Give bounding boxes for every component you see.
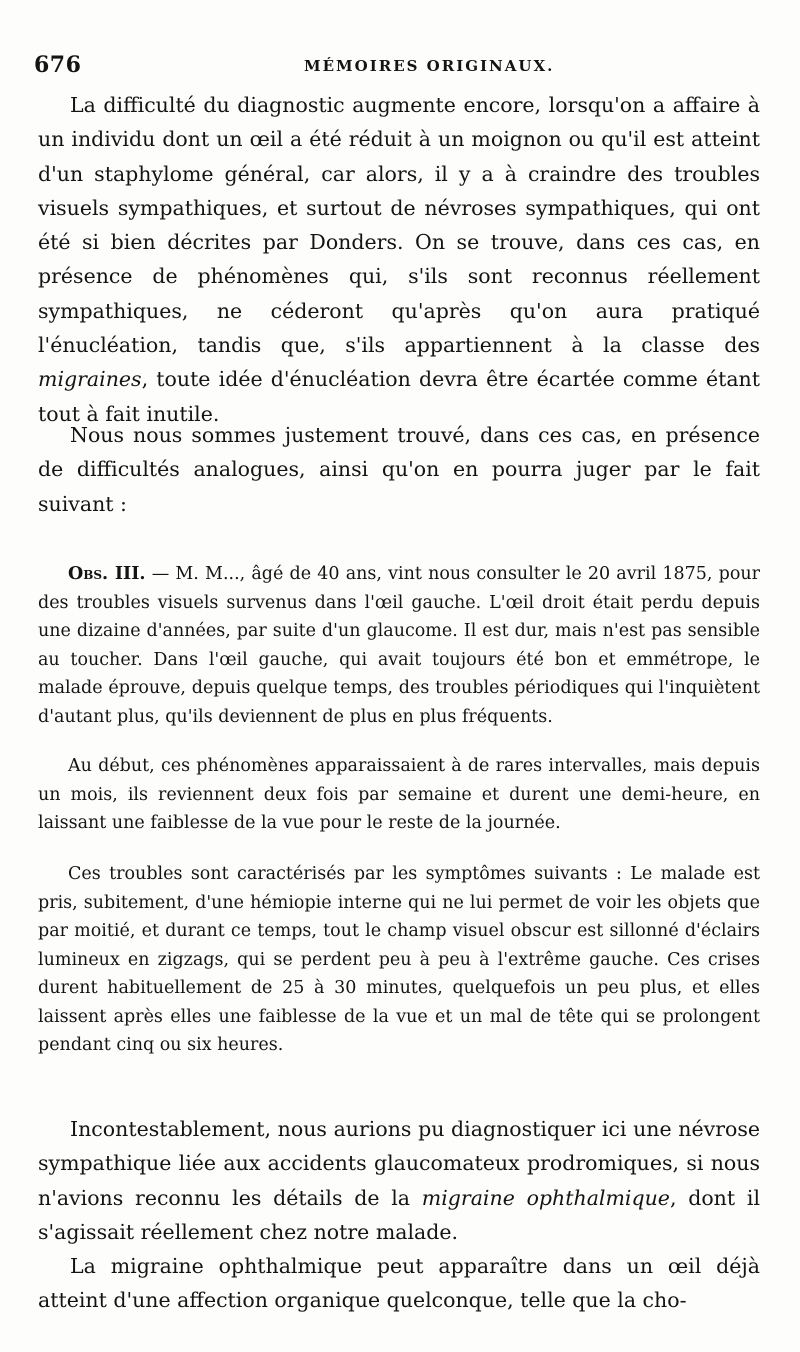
running-head: MÉMOIRES ORIGINAUX. bbox=[304, 57, 555, 75]
emphasis-migraines: migraines bbox=[38, 367, 142, 392]
body-block-1 bbox=[38, 88, 760, 431]
paragraph-conclusion-end: , dont il s'agissait réellement chez notre malade. bbox=[38, 1185, 760, 1244]
emphasis-migraine-ophthalmique: migraine ophthalmique bbox=[421, 1185, 670, 1210]
observation-p1-text: — M. M..., âgé de 40 ans, vint nous consulter le 20 avril 1875, pour des troubles visuels survenus dans l'œil gauche. L'œil droit était perdu depuis une dizaine d'années, par suite d'un glaucome. Il est dur, mais n'est pas sensible au toucher. Dans l'œil gauche, qui avait toujours été bon et emmétrope, le malade éprouve, depuis quelque temps, des troubles périodiques qui l'inquiètent d'autant plus, qu'ils deviennent de plus en plus fréquents. bbox=[38, 564, 761, 727]
paragraph-analogous: Nous nous sommes justement trouvé, dans ces cas, en présence de difficultés analogues, ainsi qu'on en pourra juger par le fait suivant : bbox=[38, 423, 760, 516]
paragraph-difficulty-end: , toute idée d'énucléation devra être écartée comme étant tout à fait inutile. bbox=[38, 367, 760, 426]
paragraph-conclusion-text: Incontestablement, nous aurions pu diagnostiquer ici une névrose sympathique liée aux accidents glaucomateux prodromiques, si nous n'avions reconnu les détails de la bbox=[38, 1117, 760, 1210]
body-block-4 bbox=[38, 1112, 760, 1318]
body-block-2 bbox=[38, 418, 760, 521]
paragraph-conclusion bbox=[38, 1112, 760, 1249]
paragraph-final: La migraine ophthalmique peut apparaître dans un œil déjà atteint d'une affection organique quelconque, telle que la cho- bbox=[38, 1254, 760, 1313]
page-number: 676 bbox=[34, 52, 82, 78]
observation-paragraph-3 bbox=[38, 860, 760, 1060]
paragraph-difficulty-text: La difficulté du diagnostic augmente encore, lorsqu'on a affaire à un individu dont un œil a été réduit à un moignon ou qu'il est atteint d'un staphylome général, car alors, il y a à craindre des troubles visuels sympathiques, et surtout de névroses sympathiques, qui ont été si bien décrites par Donders. On se trouve, dans ces cas, en présence de phénomènes qui, s'ils sont reconnus réellement sympathiques, ne céderont qu'après qu'on aura pratiqué l'énucléation, tandis que, s'ils appartiennent à la classe des bbox=[38, 93, 760, 358]
observation-label: Obs. III. bbox=[68, 564, 146, 584]
page-header bbox=[34, 52, 764, 82]
observation-paragraph-1 bbox=[38, 560, 760, 731]
observation-p3-text: Ces troubles sont caractérisés par les symptômes suivants : Le malade est pris, subitement, d'une hémiopie interne qui ne lui permet de voir les objets que par moitié, et durant ce temps, tout le champ visuel obscur est sillonné d'éclairs lumineux en zigzags, qui se perdent peu à peu à l'extrême gauche. Ces crises durent habituellement de 25 à 30 minutes, quelquefois un peu plus, et elles laissent après elles une faiblesse de la vue et un mal de tête qui se prolongent pendant cinq ou six heures. bbox=[38, 864, 760, 1055]
observation-case-intro bbox=[38, 560, 760, 731]
observation-paragraph-2 bbox=[38, 752, 760, 838]
paragraph-difficulty bbox=[38, 88, 760, 431]
observation-p2-text: Au début, ces phénomènes apparaissaient à de rares intervalles, mais depuis un mois, ils reviennent deux fois par semaine et durent une demi-heure, en laissant une faiblesse de la vue pour le reste de la journée. bbox=[38, 756, 760, 833]
